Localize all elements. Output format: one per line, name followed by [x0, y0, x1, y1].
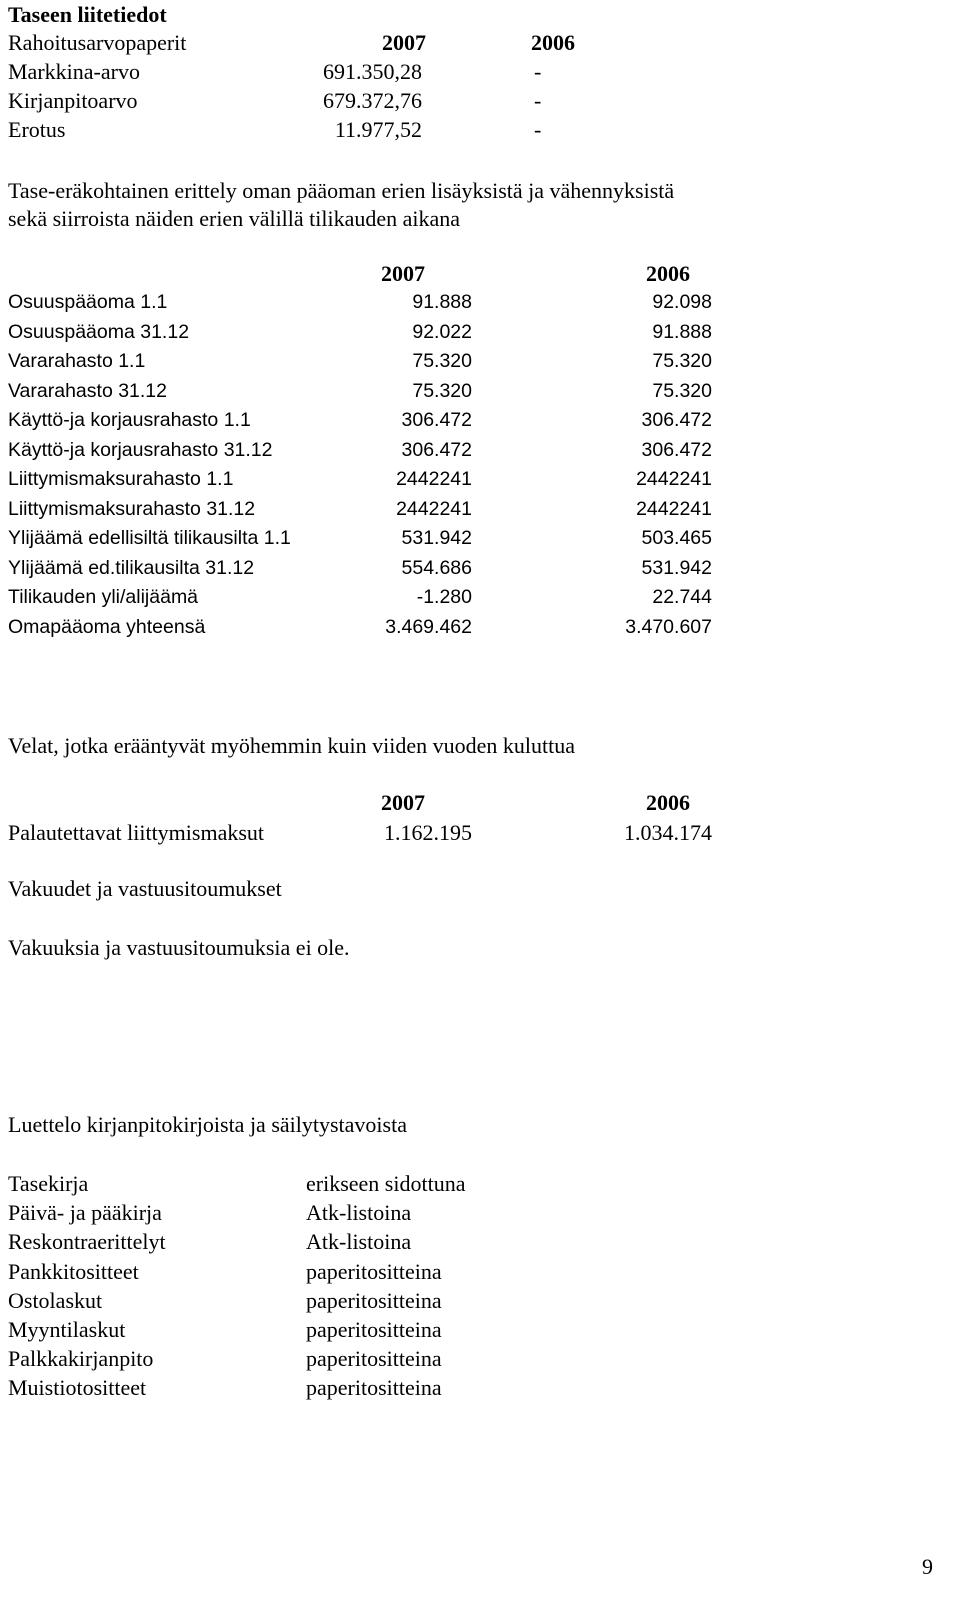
- book-name: Päivä- ja pääkirja: [8, 1200, 162, 1226]
- value-2007: 2442241: [396, 468, 472, 490]
- debts-value-2006: 1.034.174: [624, 820, 712, 845]
- value-2006: 91.888: [652, 320, 712, 343]
- storage-method: paperitositteina: [306, 1287, 442, 1313]
- book-name: Pankkitositteet: [8, 1258, 139, 1284]
- securities-label: Rahoitusarvopaperit: [8, 30, 187, 55]
- book-name: Ostolaskut: [8, 1287, 103, 1313]
- section-title: Taseen liitetiedot: [8, 2, 167, 27]
- row-label: Ylijäämä ed.tilikausilta 31.12: [8, 556, 255, 579]
- row-label: Tilikauden yli/alijäämä: [8, 586, 199, 608]
- securities-col-2007: 2007: [382, 30, 426, 55]
- storage-method: paperitositteina: [306, 1375, 442, 1401]
- securities-row: [0, 119, 960, 148]
- row-label: Käyttö-ja korjausrahasto 31.12: [8, 438, 273, 461]
- row-label: Ylijäämä edellisiltä tilikausilta 1.1: [8, 527, 291, 549]
- row-label: Vararahasto 31.12: [8, 379, 167, 402]
- value-2006: 22.744: [652, 586, 712, 608]
- book-name: Palkkakirjanpito: [8, 1346, 154, 1372]
- row-label: Erotus: [8, 117, 66, 142]
- securities-col-2006: 2006: [531, 30, 575, 55]
- equity-row: [0, 556, 960, 588]
- equity-col-2007: 2007: [381, 261, 425, 286]
- books-row: [0, 1319, 960, 1349]
- value-2007: 91.888: [412, 291, 472, 313]
- value-2006: 2442241: [636, 497, 712, 520]
- books-row: [0, 1231, 960, 1261]
- row-label: Osuuspääoma 31.12: [8, 320, 190, 343]
- equity-row: [0, 352, 960, 381]
- collateral-text: Vakuuksia ja vastuusitoumuksia ei ole.: [8, 935, 350, 960]
- value-2007: 75.320: [412, 350, 472, 372]
- value-2007: 306.472: [401, 409, 472, 431]
- row-label: Käyttö-ja korjausrahasto 1.1: [8, 409, 251, 431]
- storage-method: paperitositteina: [306, 1317, 442, 1342]
- value-2006: 3.470.607: [625, 615, 712, 638]
- books-heading: Luettelo kirjanpitokirjoista ja säilytystavoista: [8, 1112, 407, 1137]
- value-2006: 531.942: [641, 556, 712, 579]
- debts-col-2007: 2007: [381, 790, 425, 815]
- book-name: Myyntilaskut: [8, 1317, 126, 1342]
- value-2006: 92.098: [652, 291, 712, 313]
- value-2007: 531.942: [401, 527, 472, 549]
- equity-row: [0, 588, 960, 617]
- storage-method: erikseen sidottuna: [306, 1171, 466, 1196]
- value-2007: 3.469.462: [385, 615, 472, 638]
- books-row: [0, 1348, 960, 1378]
- row-label: Liittymismaksurahasto 31.12: [8, 497, 256, 520]
- books-row: [0, 1173, 960, 1203]
- equity-intro-line-1: Tase-eräkohtainen erittely oman pääoman erien lisäyksistä ja vähennyksistä: [8, 178, 675, 203]
- storage-method: paperitositteina: [306, 1258, 442, 1284]
- book-name: Reskontraerittelyt: [8, 1229, 166, 1255]
- value-2007: 2442241: [396, 497, 472, 520]
- collateral-heading: Vakuudet ja vastuusitoumukset: [8, 876, 282, 901]
- storage-method: paperitositteina: [306, 1346, 442, 1372]
- equity-row: [0, 615, 960, 647]
- value-2006: -: [534, 59, 542, 84]
- equity-row: [0, 411, 960, 440]
- row-label: Liittymismaksurahasto 1.1: [8, 468, 234, 490]
- securities-row: [0, 61, 960, 90]
- equity-row: [0, 320, 960, 352]
- equity-row: [0, 438, 960, 470]
- book-name: Tasekirja: [8, 1171, 89, 1196]
- value-2007: 92.022: [412, 320, 472, 343]
- value-2006: 75.320: [652, 379, 712, 402]
- value-2007: 11.977,52: [334, 117, 422, 142]
- books-row: [0, 1258, 960, 1291]
- storage-method: Atk-listoina: [306, 1229, 412, 1255]
- value-2007: -1.280: [416, 586, 472, 608]
- row-label: Markkina-arvo: [8, 59, 140, 84]
- debts-value-2007: 1.162.195: [384, 820, 472, 845]
- value-2006: 306.472: [641, 409, 712, 431]
- value-2007: 75.320: [412, 379, 472, 402]
- debts-row-label: Palautettavat liittymismaksut: [8, 820, 265, 845]
- row-label: Osuuspääoma 1.1: [8, 291, 168, 313]
- book-name: Muistiotositteet: [8, 1375, 147, 1401]
- value-2006: 306.472: [641, 438, 712, 461]
- value-2007: 554.686: [401, 556, 472, 579]
- value-2006: -: [534, 117, 542, 142]
- equity-col-2006: 2006: [646, 261, 690, 286]
- books-row: [0, 1287, 960, 1320]
- value-2006: 503.465: [641, 527, 712, 549]
- equity-row: [0, 529, 960, 558]
- storage-method: Atk-listoina: [306, 1200, 412, 1226]
- debts-heading: Velat, jotka erääntyvät myöhemmin kuin viiden vuoden kuluttua: [8, 733, 575, 758]
- value-2007: 679.372,76: [323, 88, 422, 113]
- row-label: Vararahasto 1.1: [8, 350, 146, 372]
- row-label: Kirjanpitoarvo: [8, 88, 138, 113]
- page-number: 9: [922, 1554, 933, 1579]
- equity-row: [0, 293, 960, 322]
- equity-row: [0, 379, 960, 411]
- books-row: [0, 1377, 960, 1407]
- value-2006: -: [534, 88, 542, 113]
- securities-row: [0, 90, 960, 119]
- value-2006: 2442241: [636, 468, 712, 490]
- row-label: Omapääoma yhteensä: [8, 615, 206, 638]
- equity-row: [0, 497, 960, 529]
- equity-row: [0, 470, 960, 499]
- equity-intro-line-2: sekä siirroista näiden erien välillä tilikauden aikana: [8, 206, 461, 231]
- debts-col-2006: 2006: [646, 790, 690, 815]
- value-2006: 75.320: [652, 350, 712, 372]
- value-2007: 306.472: [401, 438, 472, 461]
- books-row: [0, 1202, 960, 1232]
- value-2007: 691.350,28: [323, 59, 422, 84]
